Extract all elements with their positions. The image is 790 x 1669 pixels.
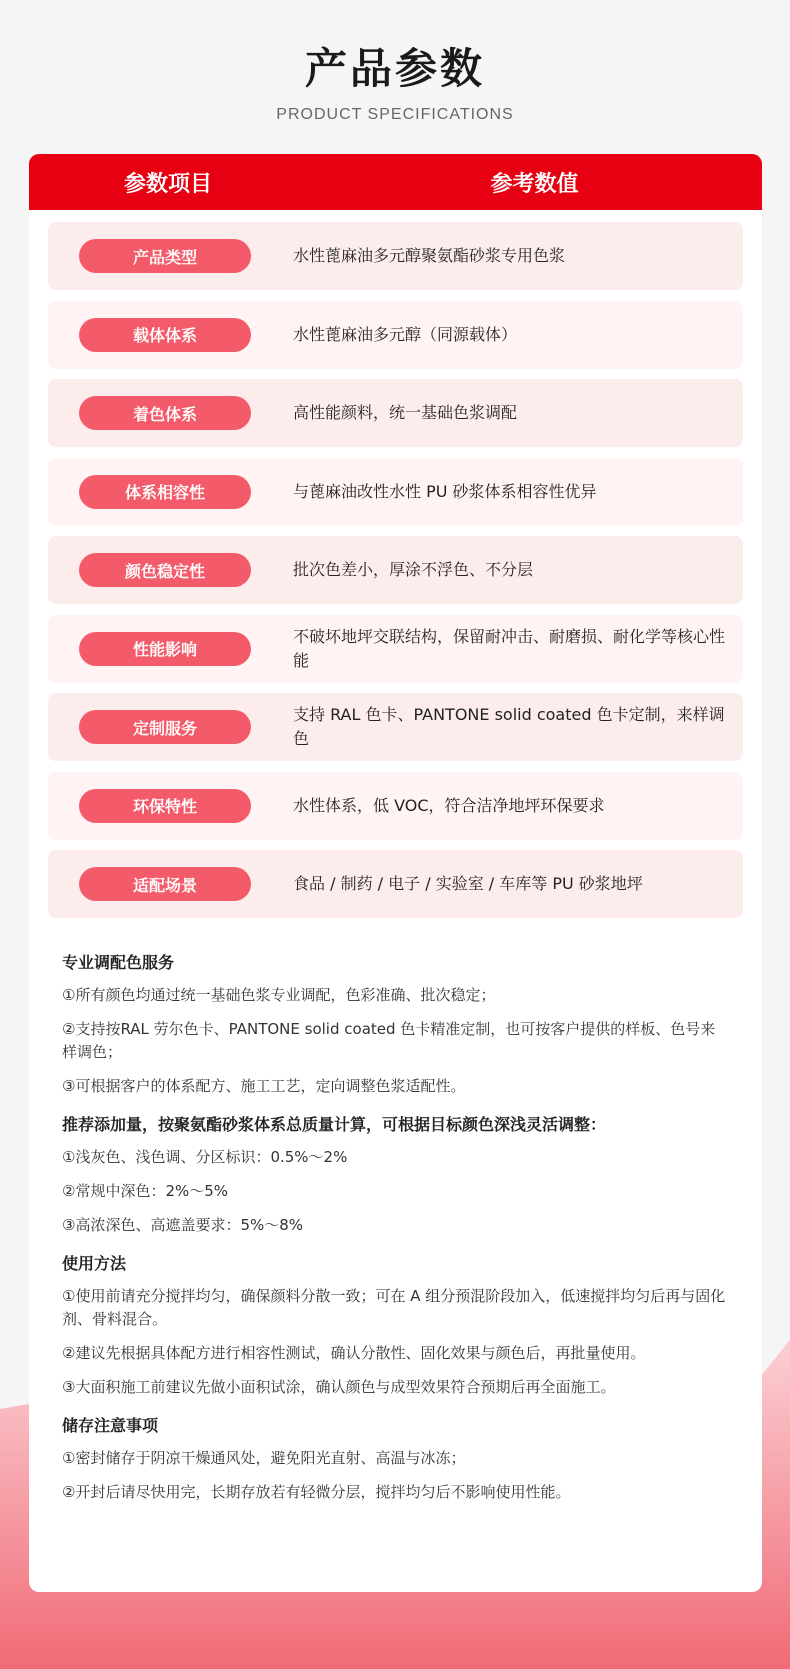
- list-item: ②支持按RAL 劳尔色卡、PANTONE solid coated 色卡精准定制，也可按客户提供的样板、色号来样调色；: [62, 1019, 716, 1061]
- table-row: [48, 850, 743, 918]
- spec-rows: [29, 210, 762, 918]
- spec-card: [29, 154, 762, 1592]
- list-item: ①密封储存于阴凉干燥通风处，避免阳光直射、高温与冰冻；: [62, 1448, 466, 1467]
- param-value: 批次色差小，厚涂不浮色、不分层: [293, 560, 534, 579]
- param-value: 与蓖麻油改性水性 PU 砂浆体系相容性优异: [293, 481, 597, 501]
- param-label-pill: 颜色稳定性: [79, 553, 251, 587]
- param-label-pill: 适配场景: [79, 867, 251, 901]
- page-subtitle: PRODUCT SPECIFICATIONS: [276, 106, 514, 123]
- param-value: 高性能颜料，统一基础色浆调配: [293, 403, 518, 422]
- list-item: ①使用前请充分搅拌均匀，确保颜料分散一致；可在 A 组分预混阶段加入，低速搅拌均匀后再与固化剂、骨料混合。: [62, 1286, 726, 1328]
- table-row: [48, 693, 743, 761]
- param-value: 食品 / 制药 / 电子 / 实验室 / 车库等 PU 砂浆地坪: [293, 874, 643, 893]
- table-row: [48, 458, 743, 526]
- list-item: ①浅灰色、浅色调、分区标识：0.5%～2%: [62, 1147, 348, 1166]
- section-title-storage: 储存注意事项: [62, 1415, 159, 1435]
- param-label-pill: 环保特性: [79, 789, 251, 823]
- list-item: ③大面积施工前建议先做小面积试涂，确认颜色与成型效果符合预期后再全面施工。: [62, 1377, 616, 1396]
- section-title-dosage: 推荐添加量，按聚氨酯砂浆体系总质量计算，可根据目标颜色深浅灵活调整：: [62, 1114, 607, 1134]
- list-item: ①所有颜色均通过统一基础色浆专业调配，色彩准确、批次稳定；: [62, 985, 496, 1004]
- param-value: 水性蓖麻油多元醇（同源载体）: [293, 324, 518, 344]
- list-item: ②开封后请尽快用完，长期存放若有轻微分层，搅拌均匀后不影响使用性能。: [62, 1482, 571, 1501]
- param-value: 水性体系，低 VOC，符合洁净地坪环保要求: [293, 795, 605, 815]
- table-row: [48, 615, 743, 683]
- column-header-param: 参数项目: [123, 171, 212, 197]
- section-title-usage: 使用方法: [62, 1253, 127, 1273]
- title-block: [0, 0, 790, 154]
- param-label-pill: 性能影响: [79, 632, 251, 666]
- table-row: [48, 301, 743, 369]
- table-row: [48, 536, 743, 604]
- section-title-service: 专业调配色服务: [62, 952, 175, 972]
- param-label-pill: 载体体系: [79, 318, 251, 352]
- table-row: [48, 222, 743, 290]
- notes-section: [29, 929, 762, 1504]
- param-value: 支持 RAL 色卡、PANTONE solid coated 色卡定制，来样调色: [293, 705, 725, 748]
- param-value: 不破坏地坪交联结构，保留耐冲击、耐磨损、耐化学等核心性能: [293, 626, 726, 670]
- table-header: [29, 154, 762, 210]
- table-row: [48, 772, 743, 840]
- column-header-value: 参考数值: [490, 171, 579, 197]
- param-label-pill: 产品类型: [79, 239, 251, 273]
- param-label-pill: 着色体系: [79, 396, 251, 430]
- list-item: ③高浓深色、高遮盖要求：5%～8%: [62, 1215, 304, 1234]
- param-label-pill: 定制服务: [79, 710, 251, 744]
- table-row: [48, 379, 743, 447]
- list-item: ③可根据客户的体系配方、施工工艺，定向调整色浆适配性。: [62, 1076, 466, 1095]
- list-item: ②常规中深色：2%～5%: [62, 1181, 229, 1200]
- param-value: 水性蓖麻油多元醇聚氨酯砂浆专用色浆: [293, 246, 566, 265]
- page-title: 产品参数: [304, 44, 485, 93]
- param-label-pill: 体系相容性: [79, 475, 251, 509]
- list-item: ②建议先根据具体配方进行相容性测试，确认分散性、固化效果与颜色后，再批量使用。: [62, 1343, 646, 1362]
